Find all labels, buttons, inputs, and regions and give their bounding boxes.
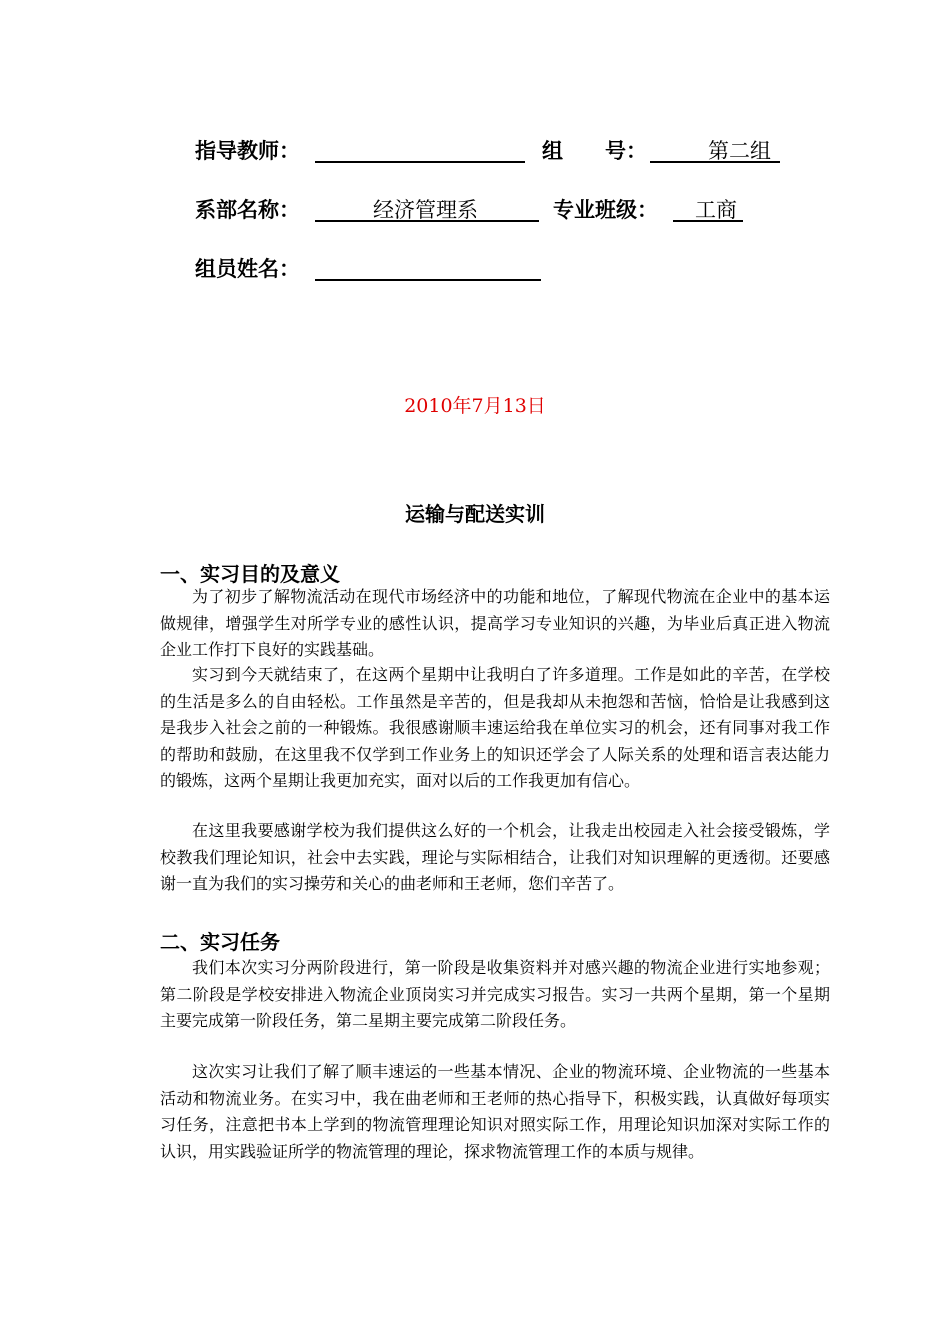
group-value: 第二组 bbox=[708, 139, 771, 163]
class-label: 专业班级： bbox=[553, 198, 658, 222]
department-row bbox=[195, 194, 815, 224]
class-field[interactable] bbox=[673, 194, 743, 222]
section1-paragraph-1: 为了初步了解物流活动在现代市场经济中的功能和地位，了解现代物流在企业中的基本运做规律，增强学生对所学专业的感性认识，提高学习专业知识的兴趣，为毕业后真正进入物流企业工作打下良好的实践基础。 bbox=[160, 587, 830, 659]
class-value: 工商 bbox=[695, 198, 737, 222]
advisor-row bbox=[195, 135, 815, 165]
section1-paragraph-3: 在这里我要感谢学校为我们提供这么好的一个机会，让我走出校园走入社会接受锻炼，学校教我们理论知识，社会中去实践，理论与实际相结合，让我们对知识理解的更透彻。还要感谢一直为我们的实习操劳和关心的曲老师和王老师，您们辛苦了。 bbox=[160, 821, 830, 893]
section1-heading: 一、实习目的及意义 bbox=[160, 562, 340, 586]
section2-paragraph-1: 我们本次实习分两阶段进行，第一阶段是收集资料并对感兴趣的物流企业进行实地参观；第二阶段是学校安排进入物流企业顶岗实习并完成实习报告。实习一共两个星期，第一个星期主要完成第一阶段任务，第二星期主要完成第二阶段任务。 bbox=[160, 958, 830, 1030]
section2-heading: 二、实习任务 bbox=[160, 930, 280, 954]
members-field[interactable] bbox=[315, 253, 541, 281]
members-label: 组员姓名： bbox=[195, 257, 300, 281]
department-label: 系部名称： bbox=[195, 198, 300, 222]
section1-paragraph-2: 实习到今天就结束了，在这两个星期中让我明白了许多道理。工作是如此的辛苦，在学校的生活是多么的自由轻松。工作虽然是辛苦的，但是我却从未抱怨和苦恼，恰恰是让我感到这是我步入社会之前的一种锻炼。我很感谢顺丰速运给我在单位实习的机会，还有同事对我工作的帮助和鼓励，在这里我不仅学到工作业务上的知识还学会了人际关系的处理和语言表达能力的锻炼，这两个星期让我更加充实，面对以后的工作我更加有信心。 bbox=[160, 665, 830, 790]
department-value: 经济管理系 bbox=[373, 198, 478, 222]
members-row bbox=[195, 253, 815, 283]
report-date: 2010年7月13日 bbox=[404, 395, 546, 417]
group-field[interactable] bbox=[650, 135, 780, 163]
group-label: 组 号： bbox=[542, 139, 647, 163]
document-title: 运输与配送实训 bbox=[405, 502, 545, 526]
advisor-field[interactable] bbox=[315, 135, 525, 163]
section2-paragraph-2: 这次实习让我们了解了顺丰速运的一些基本情况、企业的物流环境、企业物流的一些基本活动和物流业务。在实习中，我在曲老师和王老师的热心指导下，积极实践，认真做好每项实习任务，注意把书本上学到的物流管理理论知识对照实际工作，用理论知识加深对实际工作的认识，用实践验证所学的物流管理的理论，探求物流管理工作的本质与规律。 bbox=[160, 1062, 830, 1161]
department-field[interactable] bbox=[315, 194, 539, 222]
advisor-label: 指导教师： bbox=[195, 139, 300, 163]
